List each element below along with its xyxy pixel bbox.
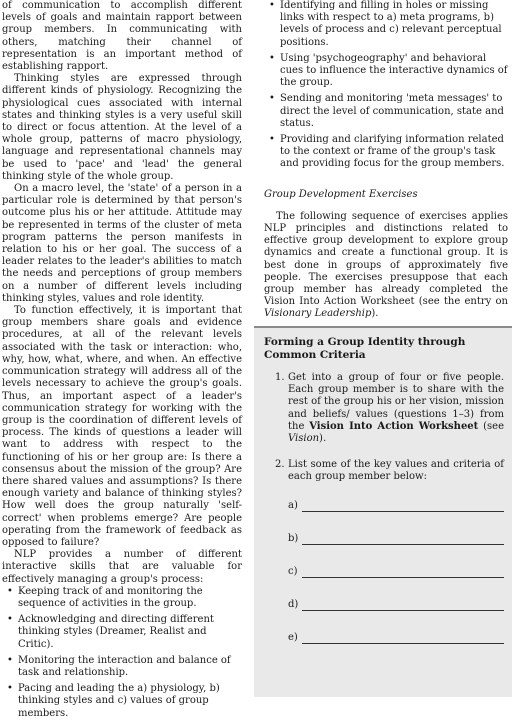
exercise-step-2: 2. List some of the key values and criteria of each group member below: [275, 459, 504, 483]
paragraph-function-effectively: To function effectively, it is important that group members share goals and evidence procedures, at all of the relevant levels associated with the task or interaction: who, why, how, what, where, and when. An effective communication strategy will address all of the levels necessary to achieve the group's goals. Thus, an important aspect of a leader's communication strategy for working with the group is the coordination of different levels of process. The kinds of questions a leader will want to address with respect to the functioning of his or her group are: Is there a consensus about the mission of the group? Are there shared values and assumptions? Is there enough variety and balance of thinking styles? How well does the group naturally 'self-correct' when problems emerge? Are people operating from the framework of feedback as opposed to failure? [2, 305, 242, 548]
paragraph-nlp-skills: NLP provides a number of different interactive skills that are valuable for effectively managing a group's process: [2, 549, 242, 585]
criteria-blanks [288, 500, 504, 665]
write-in-line[interactable] [302, 634, 504, 644]
write-in-line[interactable] [302, 601, 504, 611]
left-column [2, 0, 242, 724]
blank-row-d [288, 599, 504, 611]
list-item: • Using 'psychogeography' and behavioral cues to influence the interactive dynamics of the group. [269, 52, 508, 89]
visionary-leadership-ref: Visionary Leadership [264, 308, 372, 320]
step-number: 1. [275, 372, 285, 383]
skills-list-continued [264, 0, 508, 171]
bullet-icon: • [7, 683, 13, 695]
vision-ref: Vision [288, 433, 320, 445]
right-column [264, 0, 508, 321]
blank-label: c) [288, 565, 298, 577]
blank-row-e [288, 632, 504, 644]
list-item: • Monitoring the interaction and balance of task and relationship. [7, 654, 231, 678]
bullet-icon: • [7, 614, 13, 626]
bullet-icon: • [269, 134, 275, 146]
paragraph-macro-level: On a macro level, the 'state' of a person in a particular role is determined by that person's outcome plus his or her attitude. Attitude may be represented in terms of the cluster of meta program patterns the person manifests in relation to his or her goal. The success of a leader relates to the leader's abilities to match the needs and perceptions of group members on a number of different levels including thinking styles, values and role identity. [2, 183, 242, 304]
exercises-paragraph: The following sequence of exercises applies NLP principles and distinctions related to effective group development to explore group dynamics and create a functional group. It is best done in groups of approximately five people. The exercises presuppose that each group member has already completed the Vision Into Action Worksheet (see the entry on Visionary Leadership). [264, 210, 508, 320]
bullet-icon: • [269, 0, 275, 11]
blank-label: a) [288, 499, 298, 511]
paragraph-thinking-styles: Thinking styles are expressed through different kinds of physiology. Recognizing the physiological cues associated with internal states and thinking styles is a very useful skill to direct or focus attention. At the level of a whole group, patterns of macro physiology, language and representational channels may be used to 'pace' and 'lead' the general thinking style of the whole group. [2, 73, 242, 182]
blank-row-a [288, 500, 504, 512]
blank-label: e) [288, 631, 298, 643]
list-item: • Pacing and leading the a) physiology, b) thinking styles and c) values of group members. [7, 683, 220, 719]
bullet-icon: • [7, 654, 13, 666]
section-heading: Group Development Exercises [264, 188, 418, 200]
bullet-icon: • [7, 585, 13, 597]
exercise-steps [264, 372, 504, 498]
blank-label: d) [288, 598, 299, 610]
blank-label: b) [288, 532, 299, 544]
paragraph-communication: of communication to accomplish different levels of goals and maintain rapport between group members. In communicating with others, matching their channel of representation is an important method of establishing rapport. [2, 0, 242, 73]
step-number: 2. [275, 459, 285, 471]
write-in-line[interactable] [302, 568, 504, 578]
list-item: • Keeping track of and monitoring the sequence of activities in the group. [7, 585, 203, 609]
write-in-line[interactable] [302, 502, 504, 512]
blank-row-c [288, 566, 504, 578]
blank-row-b [288, 533, 504, 545]
write-in-line[interactable] [302, 535, 504, 545]
list-item: • Identifying and filling in holes or missing links with respect to a) meta programs, b) levels of process and c) relevant perceptual positions. [269, 0, 502, 48]
list-item: • Sending and monitoring 'meta messages' to direct the level of communication, state and status. [269, 93, 504, 129]
list-item: • Providing and clarifying information related to the context or frame of the group's task and providing focus for the group members. [269, 134, 505, 170]
exercise-box [254, 326, 512, 697]
list-item: • Acknowledging and directing different thinking styles (Dreamer, Realist and Critic). [7, 614, 214, 650]
bullet-icon: • [269, 93, 275, 105]
exercise-title: Forming a Group Identity through Common Criteria [264, 336, 466, 361]
skills-list [2, 586, 242, 720]
exercise-step-1: 1. Get into a group of four or five people. Each group member is to share with the rest of the group his or her vision, mission and beliefs/ values (questions 1–3) from the Vision Into Action Worksheet (see Vision). [275, 372, 504, 445]
worksheet-ref: Vision Into Action Worksheet [309, 420, 479, 432]
bullet-icon: • [269, 52, 275, 64]
